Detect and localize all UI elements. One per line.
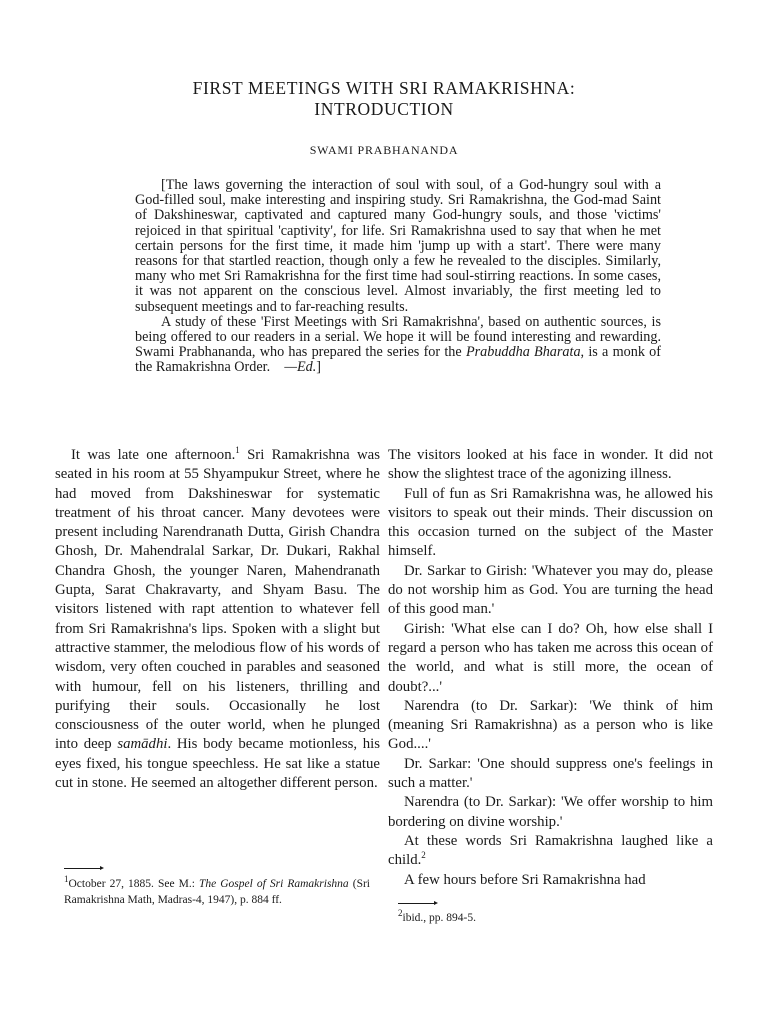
- right-paragraph-1: The visitors looked at his face in wonder. It did not show the slightest trace of the agonizing illness.: [388, 447, 713, 483]
- right-paragraph-8: At these words Sri Ramakrishna laughed like a child.$^2$: [388, 832, 713, 869]
- gospel-title: The Gospel of Sri Ramakrishna: [198, 878, 349, 890]
- journal-name: Prabuddha Bharata: [465, 344, 581, 361]
- right-paragraph-6: Dr. Sarkar: 'One should suppress one's feelings in such a matter.': [388, 755, 713, 792]
- article-title: [0, 78, 768, 120]
- right-paragraph-7: Narendra (to Dr. Sarkar): 'We offer worship to him bordering on divine worship.': [388, 794, 713, 830]
- right-paragraph-9: A few hours before Sri Ramakrishna had: [404, 871, 646, 888]
- right-column: [388, 446, 713, 890]
- right-paragraph-5: Narendra (to Dr. Sarkar): 'We think of him (meaning Sri Ramakrishna) as a person who is like God....': [388, 697, 713, 753]
- left-column: [55, 446, 380, 793]
- editor-introduction: [135, 178, 661, 376]
- footnote-ref-1: 1: [235, 445, 240, 456]
- left-paragraph: It was late one afternoon.$^1$ Sri Ramakrishna was seated in his room at 55 Shyampukur Street, where he had moved from Dakshineswar for systematic treatment of his throat cancer. Many devotees were present including Narendranath Dutta, Girish Chandra Ghosh, Dr. Mahendralal Sarkar, Dr. Dukari, Rakhal Chandra Ghosh, the younger Naren, Mahendranath Gupta, Sarat Chakravarty, and Shyam Basu. The visitors listened with rapt attention to whatever fell from Sri Ramakrishna's lips. Spoken with a slight but attractive stammer, the melodious flow of his words of wisdom, very often couched in parables and seasoned with humour, fell on his listeners, thrilling and purifying their souls. Occasionally he lost consciousness of the outer world, when he plunged into deep samādhi. His body became motionless, his eyes fixed, his tongue speechless. He sat like a statue cut in stone. He seemed an altogether different person.: [55, 445, 380, 792]
- intro-paragraph-1: [The laws governing the interaction of soul with soul, of a God-hungry soul with a God-filled soul, make interesting and inspiring study. Sri Ramakrishna, the God-mad Saint of Dakshineswar, captivated and captured many God-hungry souls, and those 'victims' rejoiced in that spiritual 'captivity', for life. Sri Ramakrishna used to say that when he met certain persons for the first time, it made him 'jump up with a start'. There were many reasons for that startled reaction, though only a few he revealed to the disciples. Similarly, many who met Sri Ramakrishna for the first time had soul-stirring reactions. In some cases, it was not apparent on the conscious level. Almost invariably, the first meeting led to subsequent meetings and to far-reaching results.: [135, 177, 661, 315]
- samadhi-term: samādhi: [117, 736, 168, 753]
- footnote-1: $^1$October 27, 1885. See M.: The Gospel of Sri Ramakrishna (Sri Ramakrishna Math, Madras-4, 1947), p. 884 ff.: [64, 874, 370, 906]
- intro-paragraph-2: A study of these 'First Meetings with Sri Ramakrishna', based on authentic sources, is being offered to our readers in a serial. We hope it will be found interesting and rewarding. Swami Prabhananda, who has prepared the series for the Prabuddha Bharata, is a monk of the Ramakrishna Order. —Ed.]: [135, 313, 661, 376]
- editor-signature: —Ed.: [284, 359, 317, 376]
- right-paragraph-2: Full of fun as Sri Ramakrishna was, he allowed his visitors to speak out their minds. Their discussion on this occasion turned on the subject of the Master himself.: [388, 485, 713, 560]
- right-paragraph-3: Dr. Sarkar to Girish: 'Whatever you may do, please do not worship him as God. You are turning the head of this good man.': [388, 562, 713, 618]
- footnote-rule-left: [64, 868, 102, 869]
- footnote-2: $^2$ibid., pp. 894-5.: [398, 908, 476, 924]
- footnote-ref-2: 2: [421, 850, 426, 861]
- title-line-1: FIRST MEETINGS WITH SRI RAMAKRISHNA:: [192, 78, 576, 98]
- author-byline: SWAMI PRABHANANDA: [309, 143, 459, 157]
- title-line-2: INTRODUCTION: [314, 99, 454, 119]
- footnote-rule-right: [398, 903, 436, 904]
- right-paragraph-4: Girish: 'What else can I do? Oh, how else shall I regard a person who has taken me across this ocean of the world, and what is still more, the ocean of doubt?...': [388, 620, 713, 695]
